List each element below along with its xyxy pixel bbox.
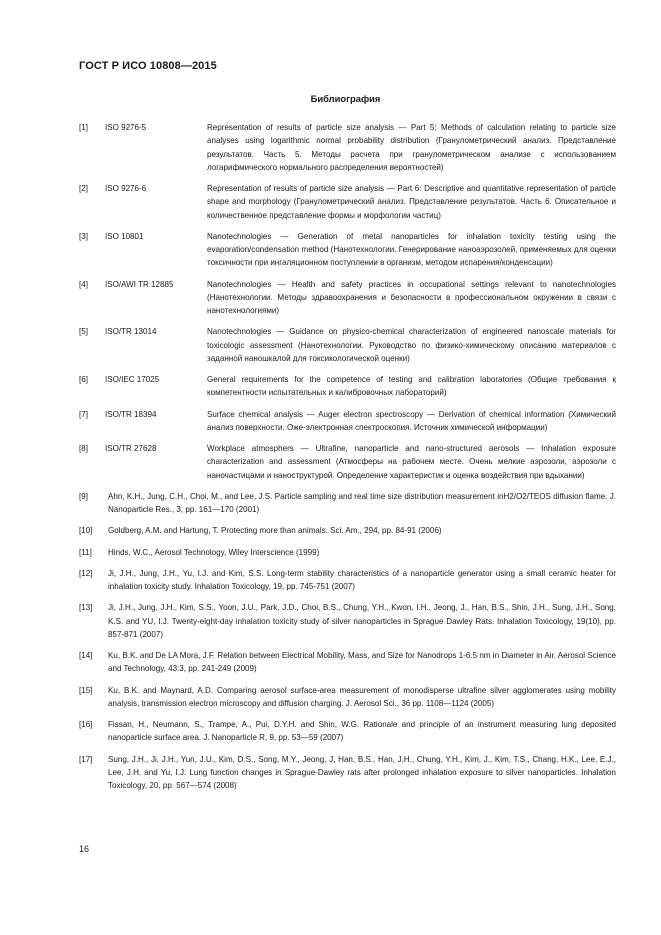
- bibliography-list: [79, 121, 616, 800]
- entry-number: [1]: [79, 123, 88, 132]
- entry-number: [2]: [79, 184, 88, 193]
- entry-number: [14]: [79, 651, 93, 660]
- entry-number: [10]: [79, 526, 93, 536]
- bibliography-entry: [79, 649, 616, 676]
- bibliography-entry: [79, 442, 616, 482]
- entry-text: Ji, J.H., Jung, J.H., Kim, S.S., Yoon, J.U., Park, J.D., Choi, B.S., Chung, Y.H., Kwon, I.H., Jeong, J., Han, B.S., Shin, J.H., Sung, J.H., Song, K.S. and YU, I.J. Twenty-eight-day inhalation toxicity study of silver nanoparticles in Sprague Dawley Rats. Inhalation Toxicology, 19(10), pp. 857-871 (2007): [108, 603, 616, 639]
- document-header: ГОСТ Р ИСО 10808—2015: [79, 60, 217, 72]
- standard-code: ISO 10801: [105, 231, 144, 241]
- page-number: 16: [79, 844, 90, 854]
- section-title: Библиография: [310, 93, 381, 104]
- bibliography-entry: [79, 546, 616, 559]
- bibliography-entry: [79, 753, 616, 793]
- entry-number: [4]: [79, 279, 88, 289]
- bibliography-entry: [79, 490, 616, 517]
- entry-number: [15]: [79, 685, 93, 695]
- standard-code: ISO 9276-5: [105, 123, 147, 132]
- entry-text: Representation of results of particle size analysis — Part 6: Descriptive and quantitative representation of particle shape and morphology (Гранулометрический анализ. Представление результатов. Часть 6. Описательное и количественное представление формы и морфологии частиц): [207, 184, 616, 220]
- bibliography-entry: [79, 684, 616, 711]
- bibliography-entry: [79, 121, 616, 174]
- standard-code: ISO/TR 13014: [105, 327, 157, 337]
- standard-code: ISO/IEC 17025: [105, 375, 160, 384]
- entry-text: Nanotechnologies — Generation of metal nanoparticles for inhalation toxicity testing using the evaporation/condensation method (Нанотехнологии. Генерирование наноаэрозолей, применяемых для оценки токсичности при ингаляционном поступлении в организм, методом испарения/конденсации): [207, 231, 616, 268]
- entry-number: [8]: [79, 444, 88, 453]
- entry-number: [6]: [79, 375, 88, 384]
- entry-number: [11]: [79, 547, 92, 557]
- entry-text: Ku, B.K. and Maynard, A.D. Comparing aerosol surface-area measurement of monodisperse ultrafine silver agglomerates using mobility analysis, transmission electron microscopy and diffusion charging. J. Aerosol Sci., 36 pp. 1108—1124 (2005): [108, 685, 616, 708]
- bibliography-entry: [79, 408, 616, 435]
- bibliography-entry: [79, 524, 616, 537]
- entry-text: Surface chemical analysis — Auger electron spectroscopy — Derivation of chemical information (Химический анализ поверхности. Оже-электронная спектроскопия. Источник химической информации): [207, 409, 616, 432]
- entry-number: [13]: [79, 603, 93, 613]
- entry-text: Ku, B.K. and De LA Mora, J.F. Relation between Electrical Mobility, Mass, and Size for Nanodrops 1-6.5 nm in Diameter in Air. Aerosol Science and Technology, 43:3, pp. 241-249 (2009): [108, 651, 616, 674]
- entry-number: [17]: [79, 754, 93, 764]
- entry-text: General requirements for the competence of testing and calibration laboratories (Общие требования к компетентности испытательных и калибровочных лабораторий): [207, 375, 616, 398]
- entry-number: [9]: [79, 491, 88, 501]
- entry-number: [7]: [79, 409, 88, 419]
- entry-text: Fissan, H., Neumann, S., Trampe, A., Pui, D.Y.H. and Shin, W.G. Rationale and principle of an instrument measuring lung deposited nanoparticle surface area. J. Nanoparticle R, 9, pp. 53—59 (2007): [108, 720, 616, 743]
- entry-number: [3]: [79, 231, 88, 241]
- entry-text: Representation of results of particle size analysis — Part 5: Methods of calculation relating to particle size analyses using logarithmic normal probability distribution (Гранулометрический анализ. Представление результатов. Часть 5. Методы расчета при гранулометрическом анализе с использованием логарифмического нормального распределения вероятностей): [207, 123, 616, 172]
- entry-number: [5]: [79, 327, 88, 337]
- standard-code: ISO/TR 18394: [105, 409, 157, 419]
- bibliography-entry: [79, 373, 616, 400]
- entry-text: Ahn, K.H., Jung, C.H., Choi, M., and Lee, J.S. Particle sampling and real time size distribution measurement inH2/O2/TEOS diffusion flame. J. Nanoparticle Res., 3, pp. 161—170 (2001): [108, 491, 616, 514]
- entry-text: Ji, J.H., Jung, J.H., Yu, I.J. and Kim, S.S. Long-term stability characteristics of a nanoparticle generator using a small ceramic heater for inhalation toxicity study. Inhalation Toxicology, 19, pp. 745-751 (2007): [108, 568, 616, 591]
- entry-text: Sung, J.H., Ji, J.H., Yun, J.U., Kim, D.S., Song, M.Y., Jeong, J, Han, B.S., Han, J.H., Chung, Y.H., Kim, J., Kim, T.S., Chang, H.K., Lee, E.J., Lee, J.H. and Yu, I.J. Lung function changes in Sprague-Dawley rats after prolonged inhalation exposure to silver nanoparticles. Inhalation Toxicology, 20, pp. 567—574 (2008): [108, 754, 616, 790]
- bibliography-entry: [79, 567, 616, 594]
- entry-text: Nanotechnologies — Health and safety practices in occupational settings relevant to nanotechnologies (Нанотехнологии. Методы здравоохранения и безопасности в профессиональном окружении в связи с нанотехнологиями): [207, 279, 616, 315]
- bibliography-entry: [79, 718, 616, 745]
- bibliography-entry: [79, 230, 616, 270]
- bibliography-entry: [79, 601, 616, 641]
- entry-text: Goldberg, A.M. and Hartung, T. Protecting more than animals. Sci. Am., 294, pp. 84-91 (2006): [108, 526, 442, 536]
- bibliography-entry: [79, 278, 616, 318]
- entry-text: Workplace atmosphers — Ultrafine, nanoparticle and nano-structured aerosols — Inhalation exposure characterization and assessment (Атмосферы на рабочем месте. Очень мелкие аэрозоли, аэрозоли с наночастицами и наноструктурой. Определение характеристик и оценка воздействия при вдыхании): [207, 444, 616, 480]
- bibliography-entry: [79, 182, 616, 222]
- entry-number: [12]: [79, 568, 93, 578]
- standard-code: ISO/TR 27628: [105, 444, 157, 453]
- standard-code: ISO 9276-6: [105, 184, 147, 193]
- entry-number: [16]: [79, 720, 93, 729]
- entry-text: Nanotechnologies — Guidance on physico-chemical characterization of engineered nanoscale materials for toxicologic assessment (Нанотехнологии. Руководство по физико-химическому описанию материалов с заданной наношкалой для токсикологической оценки): [207, 327, 616, 363]
- standard-code: ISO/AWI TR 12885: [105, 279, 174, 289]
- bibliography-entry: [79, 325, 616, 365]
- entry-text: Hinds, W.C., Aerosol Technology, Wiley Interscience (1999): [108, 547, 320, 557]
